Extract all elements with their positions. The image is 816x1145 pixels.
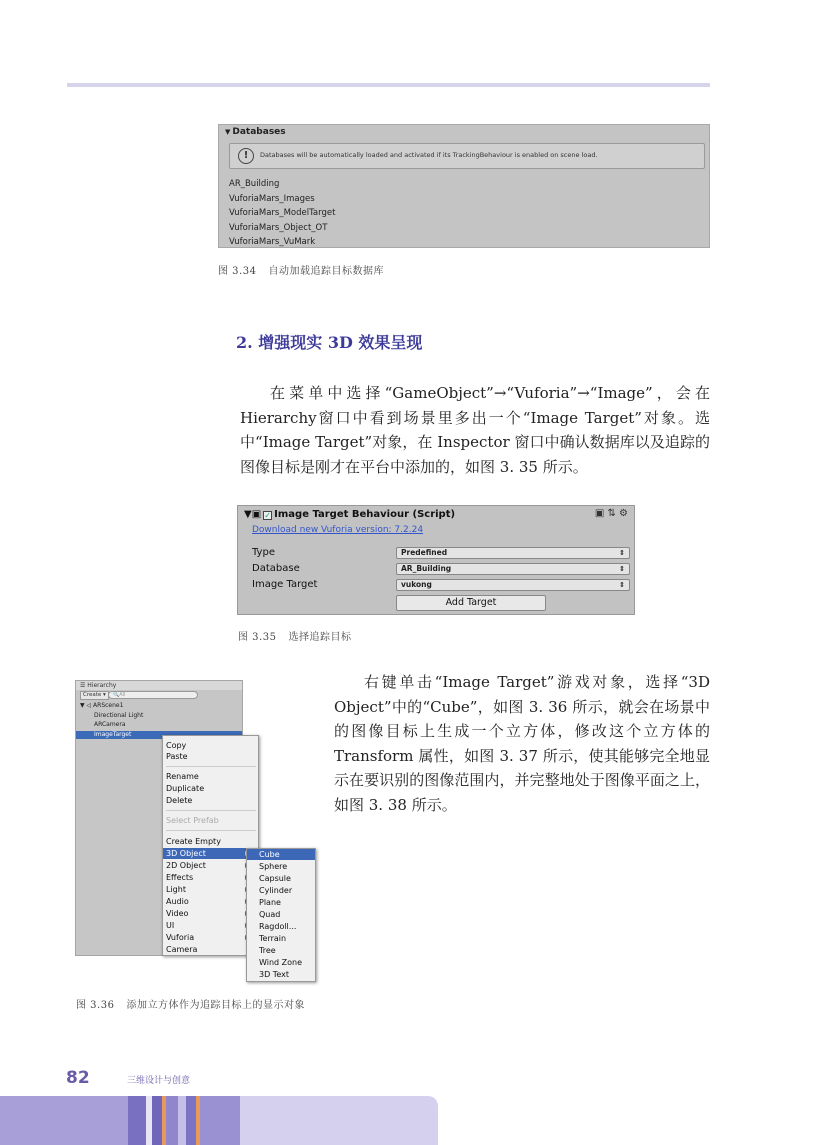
hierarchy-title: ☰ Hierarchy — [76, 681, 242, 690]
band-segment — [0, 1096, 128, 1145]
menu-item: Light — [163, 884, 258, 895]
menu-item: Copy — [166, 741, 187, 750]
triangle-down-icon: ▼ — [225, 128, 231, 136]
section-title: 2. 增强现实 3D 效果呈现 — [236, 333, 423, 352]
tree-item: ARCamera — [94, 721, 126, 728]
top-rule — [67, 83, 710, 87]
hierarchy-context-menu-screenshot — [75, 680, 316, 982]
tree-item-scene: ▼ ◁ ARScene1 — [80, 702, 124, 709]
checkbox-icon: ✓ — [264, 511, 271, 520]
submenu-item: Terrain — [259, 934, 287, 943]
database-dropdown: AR_Building ⇕ — [396, 563, 630, 575]
submenu-3d-object — [246, 848, 316, 982]
submenu-item-selected: Cube — [247, 849, 315, 860]
menu-item: Delete — [166, 796, 193, 805]
menu-item: Create Empty — [166, 837, 221, 846]
paragraph-2: 右键单击“Image Target”游戏对象，选择“3D Object”中的“Cube”，如图 3. 36 所示，就会在场景中的图像目标上生成一个立方体，修改这个立方体的Transform 属性，如图 3. 37 所示，使其能够完全地显示在要识别的图像范围内，并完整地处于图像平面之上，如图 3. 38 所示。 — [334, 673, 710, 814]
add-target-button: Add Target — [396, 595, 546, 611]
paragraph-1: 在菜单中选择“GameObject”→“Vuforia”→“Image”，会在Hierarchy窗口中看到场景里多出一个“Image Target”对象。选中“Image Target”对象，在 Inspector 窗口中确认数据库以及追踪的图像目标是刚才在平台中添加的，如图 3. 35 所示。 — [240, 384, 710, 476]
type-dropdown: Predefined ⇕ — [396, 547, 630, 559]
menu-item: Paste — [166, 752, 188, 761]
submenu-item: Quad — [259, 910, 281, 919]
menu-separator — [166, 810, 256, 811]
type-label: Type — [252, 547, 275, 558]
component-tools-icon: ▣ ⇅ ⚙ — [594, 508, 628, 519]
menu-item: Rename — [166, 772, 199, 781]
list-item: AR_Building — [229, 179, 280, 189]
list-item: VuforiaMars_VuMark — [229, 237, 316, 247]
menu-separator — [166, 766, 256, 767]
list-item: VuforiaMars_Object_OT — [229, 222, 328, 233]
band-segment — [178, 1096, 186, 1145]
figure-caption-3-34: 图 3.34 自动加载追踪目标数据库 — [218, 266, 384, 277]
databases-header: ▼ Databases — [225, 127, 286, 137]
databases-screenshot — [218, 124, 710, 248]
menu-item-disabled: Select Prefab — [166, 816, 219, 825]
download-link: Download new Vuforia version: 7.2.24 — [252, 525, 424, 535]
dropdown-arrow-icon: ⇕ — [619, 565, 625, 573]
menu-item: Video — [163, 908, 258, 919]
info-box — [229, 143, 705, 169]
submenu-item: 3D Text — [259, 970, 289, 979]
tree-item: Directional Light — [94, 712, 144, 719]
menu-item: Effects — [163, 872, 258, 883]
menu-separator — [166, 830, 256, 831]
submenu-item: Plane — [259, 898, 281, 907]
image-target-behaviour-screenshot — [237, 505, 635, 615]
tree-item-selected: ImageTarget — [76, 731, 242, 739]
submenu-item: Tree — [259, 946, 276, 955]
page-number: 82 — [66, 1068, 90, 1088]
submenu-item: Wind Zone — [259, 958, 303, 967]
band-segment — [240, 1096, 438, 1145]
submenu-item: Cylinder — [259, 886, 293, 895]
book-title: 三维设计与创意 — [127, 1076, 191, 1086]
submenu-item: Ragdoll... — [259, 922, 297, 931]
database-label: Database — [252, 563, 300, 574]
context-menu — [162, 735, 259, 956]
menu-item: UI — [163, 920, 258, 931]
band-segment — [186, 1096, 196, 1145]
menu-item: Audio — [163, 896, 258, 907]
dropdown-arrow-icon: ⇕ — [619, 581, 625, 589]
search-box: 🔍All — [108, 691, 198, 699]
image-target-label: Image Target — [252, 579, 318, 590]
info-message: Databases will be automatically loaded and activated if its TrackingBehaviour is enabled on scene load. — [260, 151, 598, 159]
image-icon: ▣ — [251, 509, 262, 520]
dropdown-arrow-icon: ⇕ — [619, 549, 625, 557]
list-item: VuforiaMars_Images — [229, 193, 315, 204]
menu-item: 2D Object — [163, 860, 258, 871]
menu-item: Duplicate — [166, 784, 205, 793]
band-segment — [166, 1096, 178, 1145]
figure-caption-3-35: 图 3.35 选择追踪目标 — [238, 632, 352, 643]
list-item: VuforiaMars_ModelTarget — [229, 208, 336, 218]
figure-caption-3-36: 图 3.36 添加立方体作为追踪目标上的显示对象 — [76, 1000, 305, 1011]
band-segment — [128, 1096, 146, 1145]
image-target-dropdown: vukong ⇕ — [396, 579, 630, 591]
menu-item: Camera — [166, 945, 198, 954]
band-segment — [152, 1096, 162, 1145]
submenu-item: Sphere — [259, 862, 288, 871]
info-icon: ! — [238, 148, 254, 164]
database-list — [229, 177, 335, 250]
menu-item: Vuforia — [163, 932, 258, 943]
create-menu: Create ▾ — [80, 691, 109, 700]
submenu-item: Capsule — [259, 874, 291, 883]
component-title: ▼▣ ✓ Image Target Behaviour (Script) — [244, 509, 456, 520]
band-segment — [200, 1096, 240, 1145]
menu-item-selected: 3D Object — [163, 848, 258, 859]
